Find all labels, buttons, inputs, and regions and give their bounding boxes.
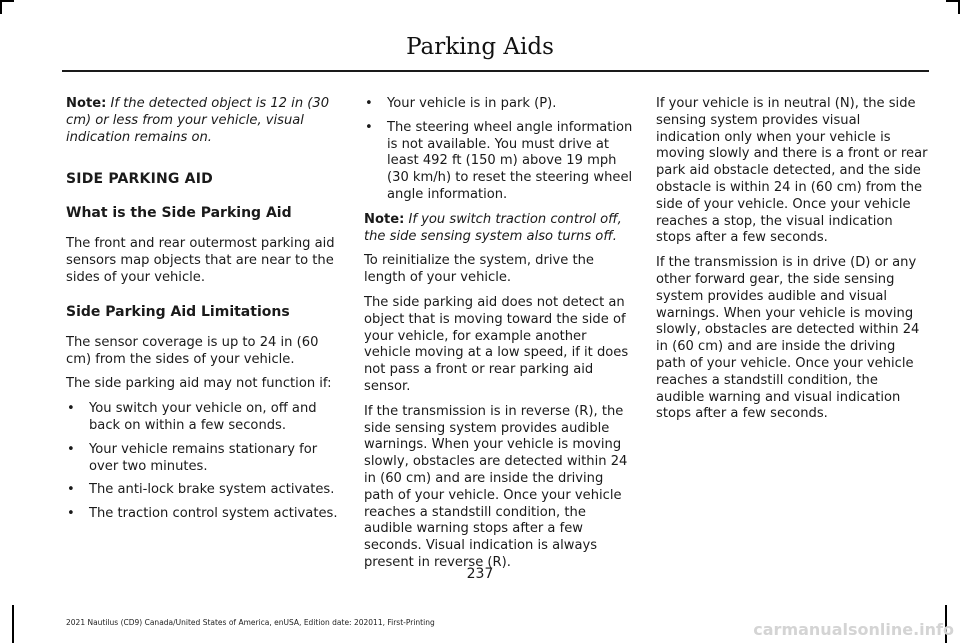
note-paragraph <box>364 212 634 246</box>
paragraph: The side parking aid may not function if: <box>66 376 332 392</box>
footer-text: 2021 Nautilus (CD9) Canada/United States of America, enUSA, Edition date: 202011, First-Printing <box>66 618 435 627</box>
paragraph: The side parking aid does not detect an object that is moving toward the side of your vehicle, for example another vehicle moving at a low speed, if it does not pass a front or rear parking aid sensor. <box>364 294 629 394</box>
bullet-list <box>66 401 338 523</box>
crop-mark-top-right-h <box>946 0 960 2</box>
section-heading: SIDE PARKING AID <box>66 171 213 188</box>
list-item: • Your vehicle is in park (P). <box>364 96 634 113</box>
paragraph: To reinitialize the system, drive the length of your vehicle. <box>364 253 594 286</box>
list-item: • You switch your vehicle on, off and back on within a few seconds. <box>66 401 338 435</box>
crop-mark-top-left-h <box>0 0 14 2</box>
page-number: 237 <box>466 566 494 582</box>
subheading-limitations: Side Parking Aid Limitations <box>66 303 290 320</box>
note-label: Note: <box>364 211 405 227</box>
list-item: • The anti-lock brake system activates. <box>66 482 338 499</box>
subheading-what-is: What is the Side Parking Aid <box>66 205 292 222</box>
crop-mark-bottom-left <box>12 605 14 643</box>
paragraph: If the transmission is in reverse (R), the side sensing system provides audible warnings. When your vehicle is moving slowly, obstacles are detected within 24 in (60 cm) and are inside the driving path of your vehicle. Once your vehicle reaches a standstill condition, the audible warning stops after a few seconds. Visual indication is always present in reverse (R). <box>364 403 628 570</box>
column-2 <box>364 96 634 580</box>
note-label: Note: <box>66 96 107 111</box>
paragraph: If the transmission is in drive (D) or any other forward gear, the side sensing system provides audible and visual warnings. When your vehicle is moving slowly, obstacles are detected within 24 in (60 cm) and are inside the driving path of your vehicle. Once your vehicle reaches a standstill condition, the audible warning and visual indication stops after a few seconds. <box>656 255 920 422</box>
list-item: • The steering wheel angle information is not available. You must drive at least 492 ft (150 m) above 19 mph (30 km/h) to reset the steering wheel angle information. <box>364 120 634 204</box>
note-paragraph <box>66 96 338 146</box>
column-1 <box>66 96 338 531</box>
bullet-list <box>364 96 634 204</box>
paragraph: The sensor coverage is up to 24 in (60 cm) from the sides of your vehicle. <box>66 334 319 367</box>
note-text: If you switch traction control off, the side sensing system also turns off. <box>364 211 622 244</box>
crop-mark-top-left <box>0 0 2 14</box>
column-3 <box>656 96 928 431</box>
note-text: If the detected object is 12 in (30 cm) or less from your vehicle, visual indication remains on. <box>66 96 330 145</box>
list-item: • Your vehicle remains stationary for over two minutes. <box>66 442 338 476</box>
page-title: Parking Aids <box>406 34 554 60</box>
watermark: carmanualsonline.info <box>753 620 954 639</box>
paragraph: The front and rear outermost parking aid sensors map objects that are near to the sides of your vehicle. <box>66 236 335 285</box>
paragraph: If your vehicle is in neutral (N), the side sensing system provides visual indication only when your vehicle is moving slowly and there is a front or rear park aid obstacle detected, and the side obstacle is within 24 in (60 cm) from the side of your vehicle. Once your vehicle reaches a stop, the visual indication stops after a few seconds. <box>656 96 928 246</box>
list-item: • The traction control system activates. <box>66 506 338 523</box>
header-rule <box>62 70 929 72</box>
